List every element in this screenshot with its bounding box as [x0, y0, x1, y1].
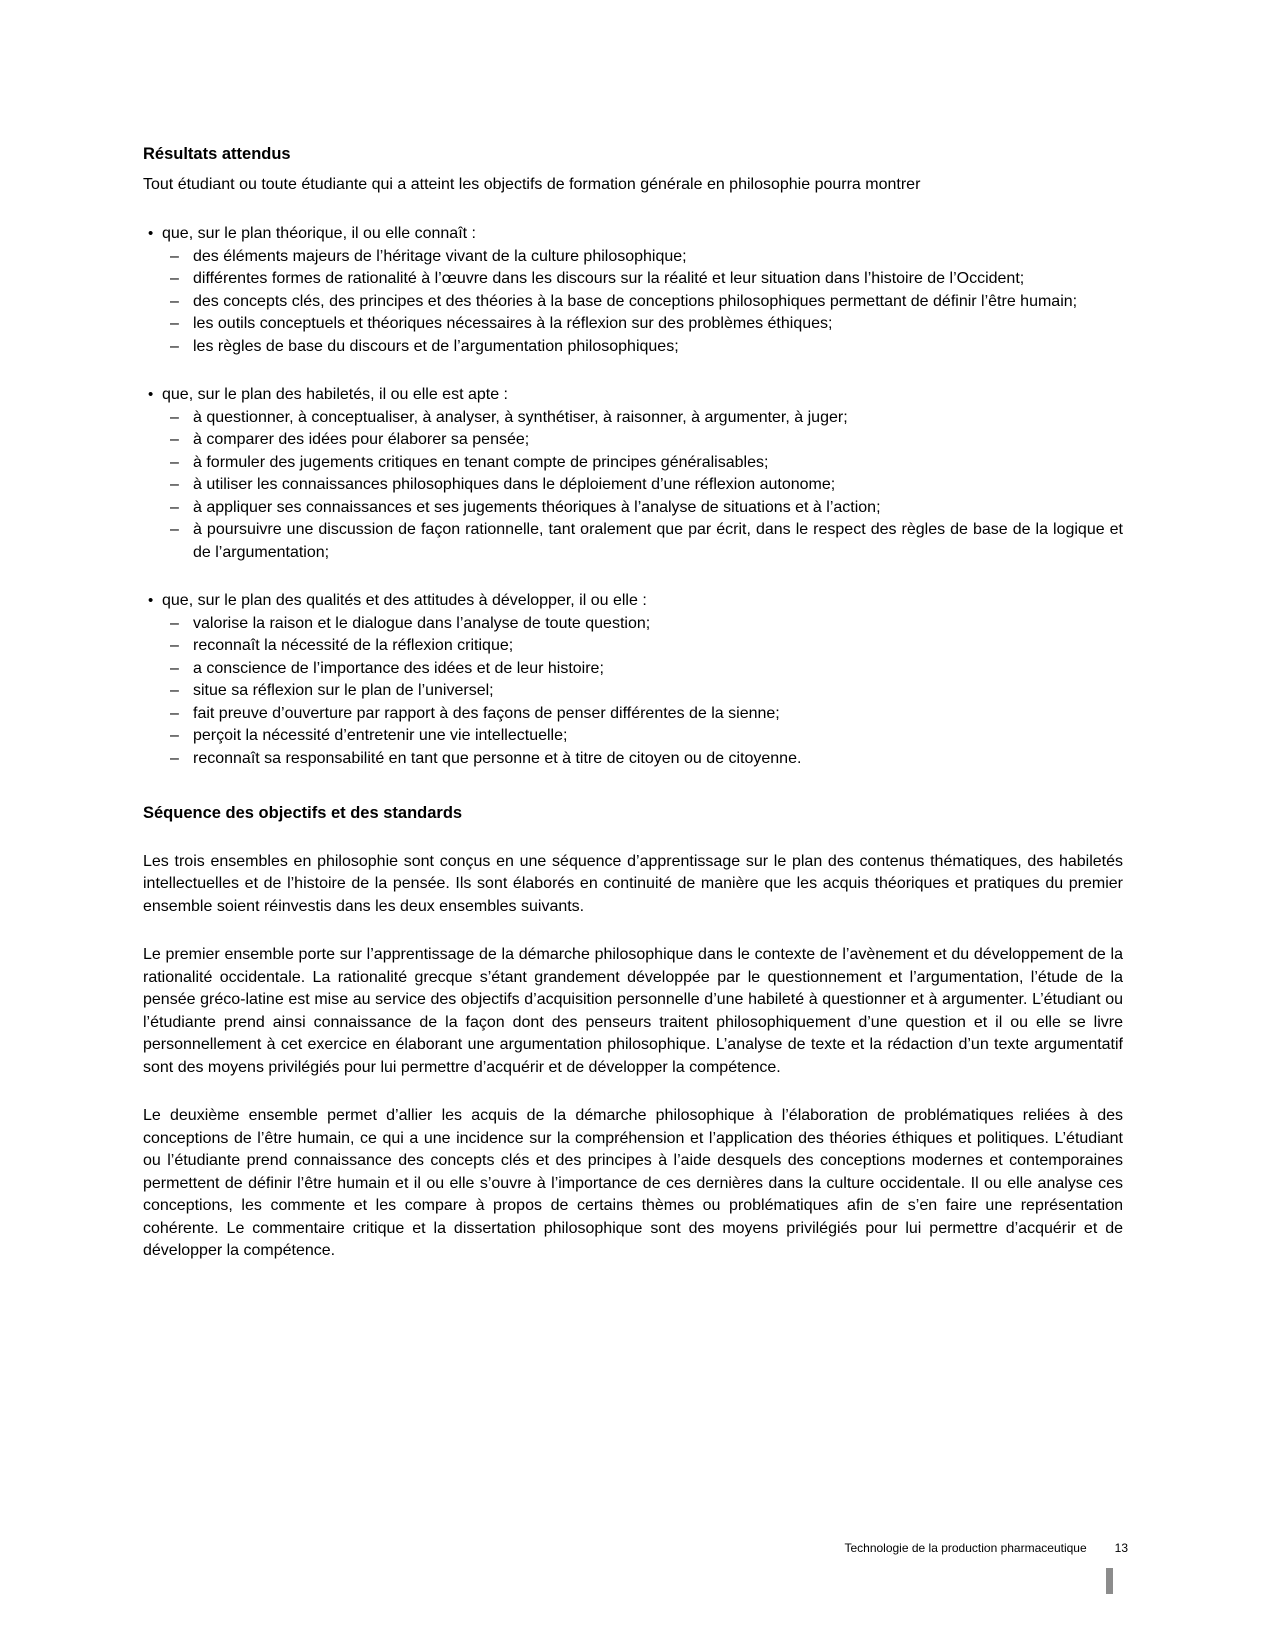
list-item-text: valorise la raison et le dialogue dans l’analyse de toute question; [193, 614, 651, 632]
list-item [143, 268, 1123, 291]
bullet-lead-row [143, 384, 1123, 407]
dash-icon: – [170, 431, 179, 448]
page-footer [844, 1540, 1128, 1556]
dash-icon: – [170, 659, 179, 677]
bullet-icon: • [148, 592, 154, 609]
corner-mark [1106, 1568, 1113, 1594]
list-item-text: à formuler des jugements critiques en tenant compte de principes généralisables; [193, 453, 769, 471]
dash-icon: – [170, 749, 179, 767]
bullet-sub-items [143, 407, 1123, 565]
dash-icon: – [170, 270, 179, 287]
bullet-lead-row [143, 223, 1123, 246]
dash-icon: – [170, 292, 179, 310]
footer-page-number: 13 [1114, 1541, 1128, 1555]
dash-icon: – [170, 682, 179, 699]
paragraph: Les trois ensembles en philosophie sont conçus en une séquence d’apprentissage sur le plan des contenus thématiques, des habiletés intellectuelles et de l’histoire de la pensée. Ils sont élaborés en continuité de manière que les acquis théoriques et pratiques du premier ensemble soient réinvestis dans les deux ensembles suivants. [143, 852, 1123, 915]
bullet-group [143, 223, 1123, 358]
dash-icon: – [170, 637, 179, 654]
list-item-text: à poursuivre une discussion de façon rationnelle, tant oralement que par écrit, dans le respect des règles de base de la logique et de l’argumentation; [193, 521, 1123, 561]
bullet-lead-text: que, sur le plan des qualités et des attitudes à développer, il ou elle : [162, 592, 647, 609]
list-item [143, 613, 1123, 636]
list-item-text: à utiliser les connaissances philosophiques dans le déploiement d’une réflexion autonome; [193, 476, 836, 493]
dash-icon: – [170, 315, 179, 332]
dash-icon: – [170, 614, 179, 632]
dash-icon: – [170, 247, 179, 265]
list-item [143, 658, 1123, 681]
list-item [143, 635, 1123, 658]
list-item [143, 748, 1123, 771]
list-item-text: fait preuve d’ouverture par rapport à des façons de penser différentes de la sienne; [193, 704, 780, 722]
bullet-sub-items [143, 246, 1123, 359]
list-item-text: des concepts clés, des principes et des théories à la base de conceptions philosophiques permettant de définir l’être humain; [193, 292, 1078, 310]
list-item [143, 680, 1123, 703]
list-item-text: les outils conceptuels et théoriques nécessaires à la réflexion sur des problèmes éthiques; [193, 315, 833, 332]
bullet-group [143, 384, 1123, 564]
dash-icon: – [170, 408, 179, 426]
list-item-text: perçoit la nécessité d’entretenir une vie intellectuelle; [193, 727, 568, 744]
bullet-lead-text: que, sur le plan théorique, il ou elle connaît : [162, 225, 476, 242]
section-heading-sequence: Séquence des objectifs et des standards [143, 804, 463, 822]
list-item-text: à appliquer ses connaissances et ses jugements théoriques à l’analyse de situations et à l’action; [193, 498, 881, 516]
page-content [143, 143, 1123, 1263]
list-item-text: différentes formes de rationalité à l’œuvre dans les discours sur la réalité et leur situation dans l’histoire de l’Occident; [193, 270, 1025, 287]
paragraph: Le premier ensemble porte sur l’apprentissage de la démarche philosophique dans le contexte de l’avènement et du développement de la rationalité occidentale. La rationalité grecque s’étant grandement développée par le questionnement et l’argumentation, l’étude de la pensée gréco-latine est mise au service des objectifs d’acquisition personnelle d’une habileté à questionner et à argumenter. L’étudiant ou l’étudiante prend ainsi connaissance de la façon dont des penseurs traitent philosophiquement d’une question et il ou elle se livre personnellement à cet exercice en élaborant une argumentation philosophique. L’analyse de texte et la rédaction d’un texte argumentatif sont des moyens privilégiés pour lui permettre d’acquérir et de développer la compétence. [143, 946, 1123, 1076]
list-item-text: les règles de base du discours et de l’argumentation philosophiques; [193, 337, 679, 355]
dash-icon: – [170, 476, 179, 493]
list-item [143, 725, 1123, 748]
intro-paragraph: Tout étudiant ou toute étudiante qui a atteint les objectifs de formation générale en philosophie pourra montrer [143, 175, 921, 193]
dash-icon: – [170, 337, 179, 355]
bullet-lead-text: que, sur le plan des habiletés, il ou elle est apte : [162, 386, 508, 403]
dash-icon: – [170, 727, 179, 744]
bullet-lead-row [143, 590, 1123, 613]
list-item [143, 452, 1123, 475]
list-item-text: reconnaît la nécessité de la réflexion critique; [193, 637, 514, 654]
list-item [143, 246, 1123, 269]
list-item-text: situe sa réflexion sur le plan de l’universel; [193, 682, 494, 699]
list-item [143, 497, 1123, 520]
list-item [143, 429, 1123, 452]
list-item-text: à questionner, à conceptualiser, à analyser, à synthétiser, à raisonner, à argumenter, à juger; [193, 408, 848, 426]
sequence-paragraphs [143, 851, 1123, 1263]
list-item [143, 474, 1123, 497]
bullet-sub-items [143, 613, 1123, 771]
list-item [143, 336, 1123, 359]
list-item-text: des éléments majeurs de l’héritage vivant de la culture philosophique; [193, 247, 687, 265]
list-item-text: reconnaît sa responsabilité en tant que personne et à titre de citoyen ou de citoyenne. [193, 749, 802, 767]
list-item-text: à comparer des idées pour élaborer sa pensée; [193, 431, 530, 448]
footer-title: Technologie de la production pharmaceutique [844, 1541, 1087, 1555]
list-item [143, 407, 1123, 430]
list-item [143, 519, 1123, 564]
section-heading-resultats: Résultats attendus [143, 145, 291, 163]
bullet-group [143, 590, 1123, 770]
dash-icon: – [170, 521, 179, 538]
paragraph: Le deuxième ensemble permet d’allier les acquis de la démarche philosophique à l’élaboration de problématiques reliées à des conceptions de l’être humain, ce qui a une incidence sur la compréhension et l’application des théories éthiques et politiques. L’étudiant ou l’étudiante prend connaissance des concepts clés et des principes à l’aide desquels des conceptions modernes et contemporaines permettent de définir l’être humain et il ou elle s’ouvre à l’importance de ces dernières dans la culture occidentale. Il ou elle analyse ces conceptions, les commente et les compare à propos de certains thèmes ou problématiques afin de s’en faire une représentation cohérente. Le commentaire critique et la dissertation philosophique sont des moyens privilégiés pour lui permettre d’acquérir et de développer la compétence. [143, 1107, 1123, 1259]
list-item [143, 291, 1123, 314]
dash-icon: – [170, 453, 179, 471]
dash-icon: – [170, 498, 179, 516]
list-item [143, 703, 1123, 726]
results-bullet-list [143, 223, 1123, 770]
list-item [143, 313, 1123, 336]
list-item-text: a conscience de l’importance des idées et de leur histoire; [193, 659, 604, 677]
bullet-icon: • [148, 225, 154, 242]
dash-icon: – [170, 704, 179, 722]
bullet-icon: • [148, 386, 154, 403]
